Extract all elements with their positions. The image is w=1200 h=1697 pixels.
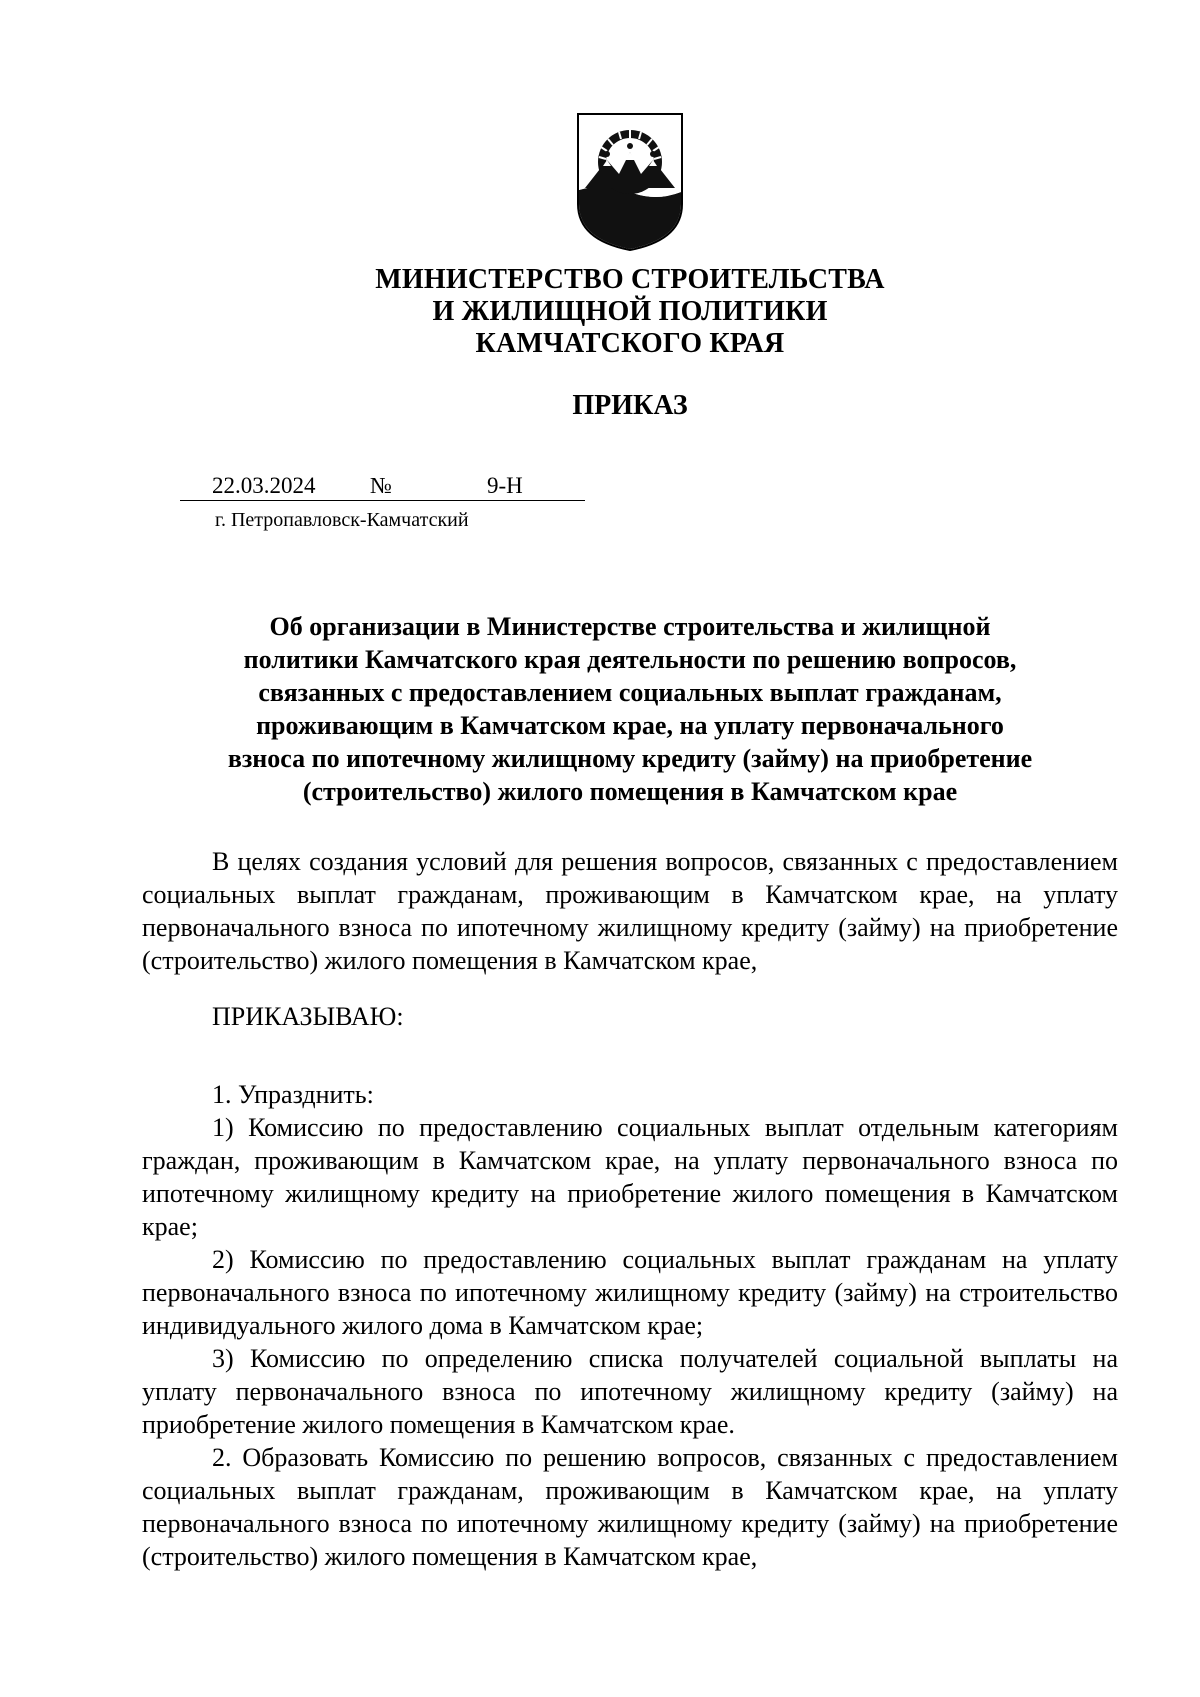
city-name: г. Петропавловск-Камчатский — [215, 509, 469, 531]
title-line: проживающим в Камчатском крае, на уплату первоначального — [256, 711, 1004, 740]
title-line: (строительство) жилого помещения в Камчатском крае — [302, 777, 958, 806]
title-line: Об организации в Министерстве строительства и жилищной — [269, 612, 991, 641]
item-paragraph: 3) Комиссию по определению списка получателей социальной выплаты на уплату первоначального взноса по ипотечному жилищному кредиту (займу) на приобретение жилого помещения в Камчатском крае. — [142, 1344, 1118, 1439]
title-line: взноса по ипотечному жилищному кредиту (займу) на приобретение — [227, 744, 1033, 773]
order-word: ПРИКАЗЫВАЮ: — [212, 1002, 404, 1031]
item-paragraph: 2) Комиссию по предоставлению социальных выплат гражданам на уплату первоначального взноса по ипотечному жилищному кредиту (займу) на строительство индивидуального жилого дома в Камчатском крае; — [142, 1245, 1118, 1340]
ministry-name — [0, 264, 1200, 360]
document-number: 9-Н — [487, 473, 523, 498]
order-items — [142, 1078, 1118, 1573]
document-type: ПРИКАЗ — [572, 390, 688, 421]
item-paragraph: 1) Комиссию по предоставлению социальных выплат отдельным категориям граждан, проживающим в Камчатском крае, на уплату первоначального взноса по ипотечному жилищному кредиту на приобретение жилого помещения в Камчатском крае; — [142, 1113, 1118, 1241]
item-paragraph: 1. Упразднить: — [212, 1080, 374, 1109]
date-underline — [180, 500, 585, 501]
document-date: 22.03.2024 — [212, 473, 316, 498]
ministry-line: МИНИСТЕРСТВО СТРОИТЕЛЬСТВА — [375, 264, 885, 295]
preamble-block — [142, 845, 1118, 977]
ministry-line: И ЖИЛИЩНОЙ ПОЛИТИКИ — [432, 296, 828, 327]
number-sign: № — [370, 473, 392, 498]
title-line: политики Камчатского края деятельности по решению вопросов, — [243, 645, 1017, 674]
ministry-line: КАМЧАТСКОГО КРАЯ — [475, 328, 785, 359]
kamchatka-coat-of-arms-icon — [575, 112, 685, 252]
preamble-paragraph: В целях создания условий для решения вопросов, связанных с предоставлением социальных выплат гражданам, проживающим в Камчатском крае, на уплату первоначального взноса по ипотечному жилищному кредиту (займу) на приобретение (строительство) жилого помещения в Камчатском крае, — [142, 847, 1118, 975]
title-line: связанных с предоставлением социальных выплат гражданам, — [258, 678, 1002, 707]
item-paragraph: 2. Образовать Комиссию по решению вопросов, связанных с предоставлением социальных выплат гражданам, проживающим в Камчатском крае, на уплату первоначального взноса по ипотечному жилищному кредиту (займу) на приобретение (строительство) жилого помещения в Камчатском крае, — [142, 1443, 1118, 1571]
document-title — [150, 610, 1110, 808]
